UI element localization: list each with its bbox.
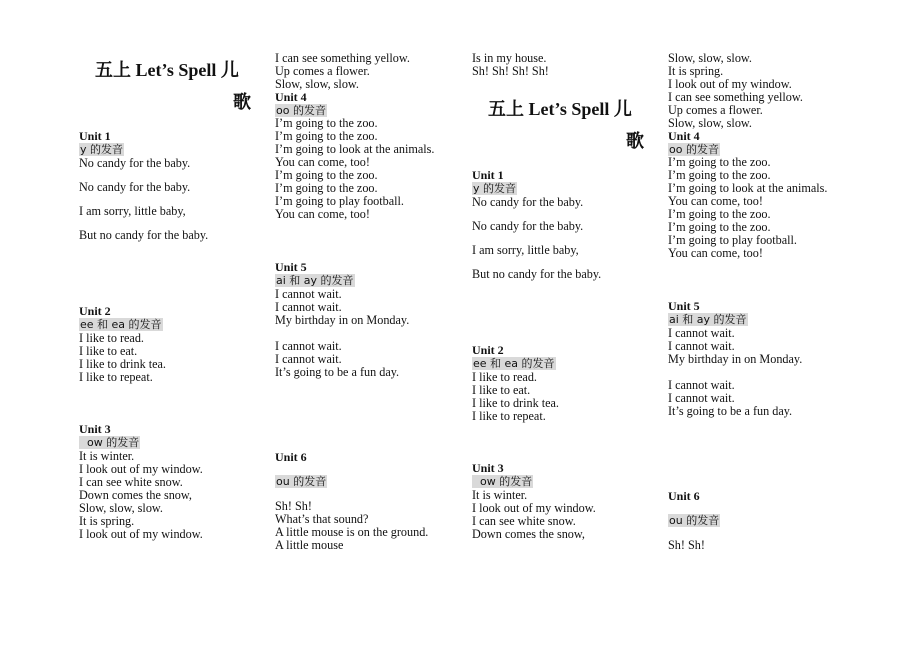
rhyme-line: I’m going to the zoo. xyxy=(668,207,771,221)
unit-heading: Unit 2 xyxy=(79,304,111,318)
rhyme-line: I can see something yellow. xyxy=(275,51,410,65)
rhyme-line: You can come, too! xyxy=(668,246,763,260)
rhyme-line: Is in my house. xyxy=(472,51,547,65)
rhyme-line: I cannot wait. xyxy=(668,391,735,405)
rhyme-line: I’m going to play football. xyxy=(275,194,404,208)
rhyme-line: I like to eat. xyxy=(79,344,138,358)
page-title-continued: 歌 xyxy=(626,131,644,151)
rhyme-line: Slow, slow, slow. xyxy=(275,77,359,91)
unit-heading: Unit 6 xyxy=(668,489,700,503)
rhyme-line: I like to repeat. xyxy=(472,409,546,423)
rhyme-line: I’m going to the zoo. xyxy=(668,220,771,234)
rhyme-line: I’m going to the zoo. xyxy=(275,129,378,143)
rhyme-line: I look out of my window. xyxy=(79,527,203,541)
rhyme-line: I like to read. xyxy=(472,370,537,384)
rhyme-line: It is spring. xyxy=(668,64,724,78)
sound-label: y 的发音 xyxy=(80,143,124,156)
rhyme-line: No candy for the baby. xyxy=(79,156,191,170)
rhyme-line: I cannot wait. xyxy=(275,339,342,353)
rhyme-line: Up comes a flower. xyxy=(275,64,370,78)
rhyme-line: I can see something yellow. xyxy=(668,90,803,104)
rhyme-line: Slow, slow, slow. xyxy=(668,51,752,65)
rhyme-line: But no candy for the baby. xyxy=(79,228,209,242)
unit-heading: Unit 5 xyxy=(275,260,307,274)
rhyme-line: A little mouse is on the ground. xyxy=(275,525,429,539)
rhyme-line: A little mouse xyxy=(275,538,344,552)
rhyme-line: No candy for the baby. xyxy=(472,219,584,233)
unit-heading: Unit 6 xyxy=(275,450,307,464)
rhyme-line: My birthday in on Monday. xyxy=(668,352,803,366)
rhyme-line: You can come, too! xyxy=(275,207,370,221)
rhyme-line: I like to drink tea. xyxy=(79,357,166,371)
rhyme-line: Down comes the snow, xyxy=(79,488,192,502)
rhyme-line: I cannot wait. xyxy=(668,378,735,392)
rhyme-line: I cannot wait. xyxy=(275,300,342,314)
unit-heading: Unit 4 xyxy=(275,90,307,104)
rhyme-line: No candy for the baby. xyxy=(472,195,584,209)
sound-label: ow 的发音 xyxy=(80,436,140,449)
rhyme-line: I look out of my window. xyxy=(472,501,596,515)
unit-heading: Unit 1 xyxy=(79,129,111,143)
rhyme-line: I am sorry, little baby, xyxy=(472,243,579,257)
sound-label: ou 的发音 xyxy=(276,475,327,488)
unit-heading: Unit 3 xyxy=(79,422,111,436)
rhyme-line: I am sorry, little baby, xyxy=(79,204,186,218)
rhyme-line: It is spring. xyxy=(79,514,135,528)
rhyme-line: It’s going to be a fun day. xyxy=(668,404,793,418)
rhyme-line: I cannot wait. xyxy=(275,287,342,301)
sound-label: ee 和 ea 的发音 xyxy=(473,357,555,370)
rhyme-line: I can see white snow. xyxy=(79,475,183,489)
rhyme-line: It is winter. xyxy=(472,488,528,502)
sound-label: y 的发音 xyxy=(473,182,517,195)
rhyme-line: You can come, too! xyxy=(275,155,370,169)
page-title: 五上 Let’s Spell 儿 xyxy=(488,99,632,119)
rhyme-line: You can come, too! xyxy=(668,194,763,208)
sound-label: oo 的发音 xyxy=(669,143,719,156)
rhyme-line: I like to repeat. xyxy=(79,370,153,384)
rhyme-line: What’s that sound? xyxy=(275,512,369,526)
rhyme-line: But no candy for the baby. xyxy=(472,267,602,281)
rhyme-line: I’m going to play football. xyxy=(668,233,797,247)
rhyme-line: Sh! Sh! xyxy=(668,538,705,552)
unit-heading: Unit 5 xyxy=(668,299,700,313)
rhyme-line: Slow, slow, slow. xyxy=(668,116,752,130)
rhyme-line: I’m going to the zoo. xyxy=(275,168,378,182)
rhyme-line: I look out of my window. xyxy=(668,77,792,91)
page-title: 五上 Let’s Spell 儿 xyxy=(95,60,239,80)
sound-label: ai 和 ay 的发音 xyxy=(276,274,354,287)
rhyme-line: I like to eat. xyxy=(472,383,531,397)
rhyme-line: I cannot wait. xyxy=(668,326,735,340)
rhyme-line: I cannot wait. xyxy=(275,352,342,366)
rhyme-line: Up comes a flower. xyxy=(668,103,763,117)
unit-heading: Unit 4 xyxy=(668,129,700,143)
rhyme-line: Sh! Sh! Sh! Sh! xyxy=(472,64,549,78)
sound-label: ai 和 ay 的发音 xyxy=(669,313,747,326)
rhyme-line: I like to drink tea. xyxy=(472,396,559,410)
rhyme-line: Sh! Sh! xyxy=(275,499,312,513)
rhyme-line: My birthday in on Monday. xyxy=(275,313,410,327)
rhyme-line: I like to read. xyxy=(79,331,144,345)
unit-heading: Unit 3 xyxy=(472,461,504,475)
rhyme-line: It is winter. xyxy=(79,449,135,463)
rhyme-line: I’m going to the zoo. xyxy=(668,168,771,182)
rhyme-line: Slow, slow, slow. xyxy=(79,501,163,515)
rhyme-line: I can see white snow. xyxy=(472,514,576,528)
rhyme-line: I’m going to the zoo. xyxy=(275,181,378,195)
sound-label: oo 的发音 xyxy=(276,104,326,117)
rhyme-line: I’m going to look at the animals. xyxy=(668,181,828,195)
sound-label: ou 的发音 xyxy=(669,514,720,527)
rhyme-line: No candy for the baby. xyxy=(79,180,191,194)
rhyme-line: I’m going to the zoo. xyxy=(275,116,378,130)
rhyme-line: Down comes the snow, xyxy=(472,527,585,541)
unit-heading: Unit 1 xyxy=(472,168,504,182)
rhyme-line: I’m going to the zoo. xyxy=(668,155,771,169)
sound-label: ow 的发音 xyxy=(473,475,533,488)
rhyme-line: I’m going to look at the animals. xyxy=(275,142,435,156)
rhyme-line: It’s going to be a fun day. xyxy=(275,365,400,379)
sound-label: ee 和 ea 的发音 xyxy=(80,318,162,331)
rhyme-line: I cannot wait. xyxy=(668,339,735,353)
unit-heading: Unit 2 xyxy=(472,343,504,357)
page-title-continued: 歌 xyxy=(233,92,251,112)
rhyme-line: I look out of my window. xyxy=(79,462,203,476)
